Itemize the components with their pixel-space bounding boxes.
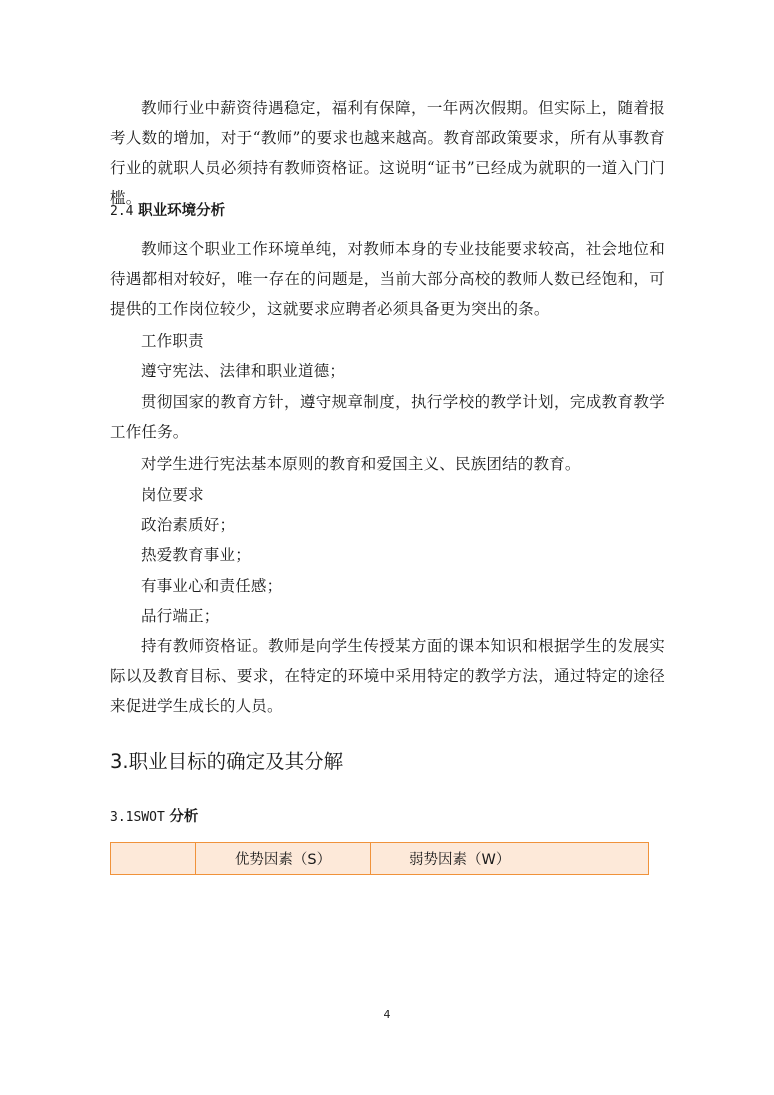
table-cell-weaknesses: 弱势因素（W） xyxy=(371,843,649,875)
heading-2-4 xyxy=(110,199,225,224)
paragraph-salary: 教师行业中薪资待遇稳定，福利有保障，一年两次假期。但实际上，随着报考人数的增加，对于“教师”的要求也越来越高。教育部政策要求，所有从事教育行业的就职人员必须持有教师资格证。这说明“证书”已经成为就职的一道入门门槛。 xyxy=(110,99,665,207)
heading-3-1-number: 3.1SWOT xyxy=(110,810,165,825)
requirement-item-2: 热爱教育事业； xyxy=(141,546,251,564)
page-number: 4 xyxy=(383,1008,391,1021)
requirements-title: 岗位要求 xyxy=(141,486,204,504)
heading-2-4-number: 2.4 xyxy=(110,204,134,219)
requirement-item-1: 政治素质好； xyxy=(141,516,236,534)
table-cell-empty xyxy=(111,843,196,875)
swot-table xyxy=(110,842,649,875)
heading-3-1-text: 分析 xyxy=(169,809,199,825)
table-row xyxy=(111,843,649,875)
requirement-item-3: 有事业心和责任感； xyxy=(141,577,283,595)
duties-title: 工作职责 xyxy=(141,332,204,350)
heading-3-1 xyxy=(110,805,198,830)
heading-3: 3.职业目标的确定及其分解 xyxy=(110,750,344,773)
heading-2-4-text: 职业环境分析 xyxy=(138,203,226,219)
duty-item-3: 对学生进行宪法基本原则的教育和爱国主义、民族团结的教育。 xyxy=(141,455,581,473)
requirement-item-4: 品行端正； xyxy=(141,607,220,625)
duty-item-1: 遵守宪法、法律和职业道德； xyxy=(141,362,346,380)
table-cell-strengths: 优势因素（S） xyxy=(196,843,371,875)
duty-item-2: 贯彻国家的教育方针，遵守规章制度，执行学校的教学计划，完成教育教学工作任务。 xyxy=(110,393,665,441)
requirement-item-5: 持有教师资格证。教师是向学生传授某方面的课本知识和根据学生的发展实际以及教育目标、要求，在特定的环境中采用特定的教学方法，通过特定的途径来促进学生成长的人员。 xyxy=(110,637,665,715)
paragraph-environment: 教师这个职业工作环境单纯，对教师本身的专业技能要求较高，社会地位和待遇都相对较好，唯一存在的问题是，当前大部分高校的教师人数已经饱和，可提供的工作岗位较少，这就要求应聘者必须具备更为突出的条。 xyxy=(110,240,665,318)
